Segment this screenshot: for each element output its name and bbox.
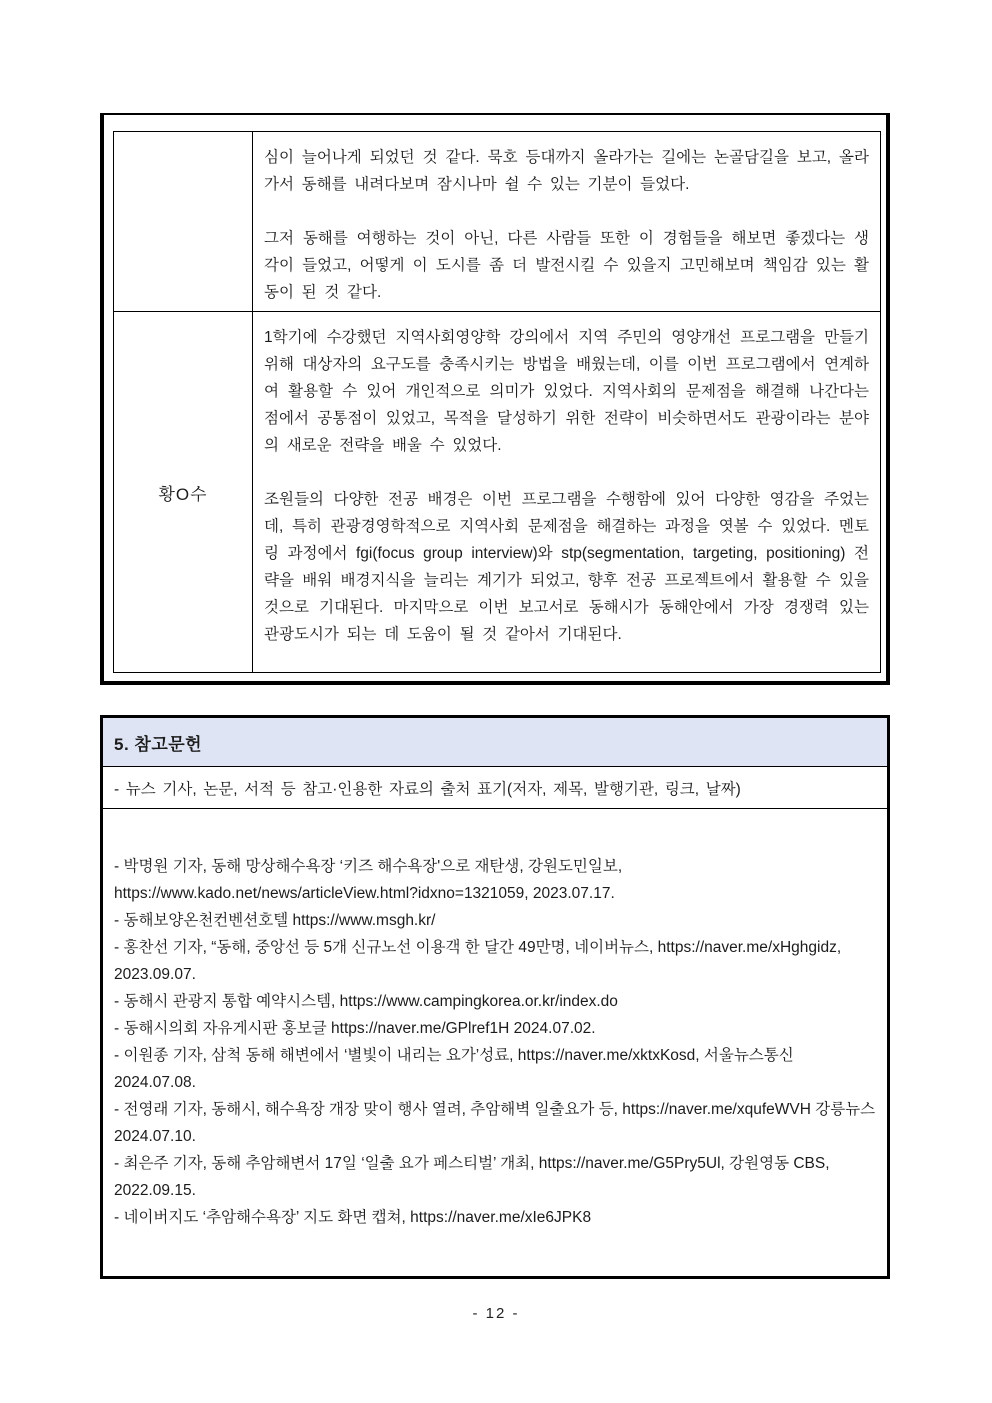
review-paragraph: 1학기에 수강했던 지역사회영양학 강의에서 지역 주민의 영양개선 프로그램을 만들기 위해 대상자의 요구도를 충족시키는 방법을 배웠는데, 이를 이번 프로그램에서 연계하여 활용할 수 있어 개인적으로 의미가 있었다. 지역사회의 문제점을 해결해 나간다는 점에서 공통점이 있었고, 목적을 달성하기 위한 전략이 비슷하면서도 관광이라는 분야의 새로운 전략을 배울 수 있었다. <box>264 329 869 454</box>
review-paragraph: 심이 늘어나게 되었던 것 같다. 묵호 등대까지 올라가는 길에는 논골담길을 보고, 올라가서 동해를 내려다보며 잠시나마 쉴 수 있는 기분이 들었다. <box>264 149 869 193</box>
page-number: - 12 - <box>472 1305 520 1322</box>
review-table <box>113 131 881 673</box>
review-table-outer-border <box>100 113 890 685</box>
review-text-cell <box>253 312 880 672</box>
review-paragraph: 조원들의 다양한 전공 배경은 이번 프로그램을 수행함에 있어 다양한 영감을 주었는데, 특히 관광경영학적으로 지역사회 문제점을 해결하는 과정을 엿볼 수 있었다. 멘토링 과정에서 fgi(focus group interview)와 stp(segmentation, targeting, positioning) 전략을 배워 배경지식을 늘리는 계기가 되었고, 향후 전공 프로젝트에서 활용할 수 있을 것으로 기대된다. 마지막으로 이번 보고서로 동해시가 동해안에서 가장 경쟁력 있는 관광도시가 되는 데 도움이 될 것 같아서 기대된다. <box>264 491 869 643</box>
reference-item: - 전영래 기자, 동해시, 해수욕장 개장 맞이 행사 열려, 추암해벽 일출요가 등, https://naver.me/xqufeWVH 강릉뉴스 2024.07.10. <box>114 1101 876 1145</box>
reviewer-name-cell: 황O수 <box>114 312 253 672</box>
reference-item: - 최은주 기자, 동해 추암해변서 17일 ‘일출 요가 페스티벌’ 개최, https://naver.me/G5Pry5Ul, 강원영동 CBS, 2022.09.15. <box>114 1155 830 1199</box>
review-paragraph: 그저 동해를 여행하는 것이 아닌, 다른 사람들 또한 이 경험들을 해보면 좋겠다는 생각이 들었고, 어떻게 이 도시를 좀 더 발전시킬 수 있을지 고민해보며 책임감 있는 활동이 된 것 같다. <box>264 230 869 301</box>
table-row <box>114 132 880 312</box>
reference-item: - 동해보양온천컨벤션호텔 https://www.msgh.kr/ <box>114 912 436 929</box>
reference-item: - 동해시의회 자유게시판 홍보글 https://naver.me/GPlref1H 2024.07.02. <box>114 1020 596 1037</box>
reviewer-name-cell-empty <box>114 132 253 311</box>
reference-item: - 홍찬선 기자, “동해, 중앙선 등 5개 신규노선 이용객 한 달간 49만명, 네이버뉴스, https://naver.me/xHghgidz, 2023.09.07. <box>114 939 842 983</box>
references-guideline: - 뉴스 기사, 논문, 서적 등 참고·인용한 자료의 출처 표기(저자, 제목, 발행기관, 링크, 날짜) <box>103 767 887 809</box>
references-table <box>100 715 890 1279</box>
reference-item: - 이원종 기자, 삼척 동해 해변에서 ‘별빛이 내리는 요가’성료, https://naver.me/xktxKosd, 서울뉴스통신 2024.07.08. <box>114 1047 794 1091</box>
table-row <box>114 312 880 672</box>
reference-item: - 박명원 기자, 동해 망상해수욕장 ‘키즈 해수욕장'으로 재탄생, 강원도민일보, https://www.kado.net/news/articleView.html?idxno=1321059, 2023.07.17. <box>114 858 623 902</box>
reference-item: - 네이버지도 ‘추암해수욕장’ 지도 화면 캡쳐, https://naver.me/xIe6JPK8 <box>114 1209 592 1226</box>
reference-item: - 동해시 관광지 통합 예약시스템, https://www.campingkorea.or.kr/index.do <box>114 993 618 1010</box>
review-text-cell <box>253 132 880 311</box>
references-list <box>103 809 887 1276</box>
references-section-title: 5. 참고문헌 <box>103 718 887 767</box>
